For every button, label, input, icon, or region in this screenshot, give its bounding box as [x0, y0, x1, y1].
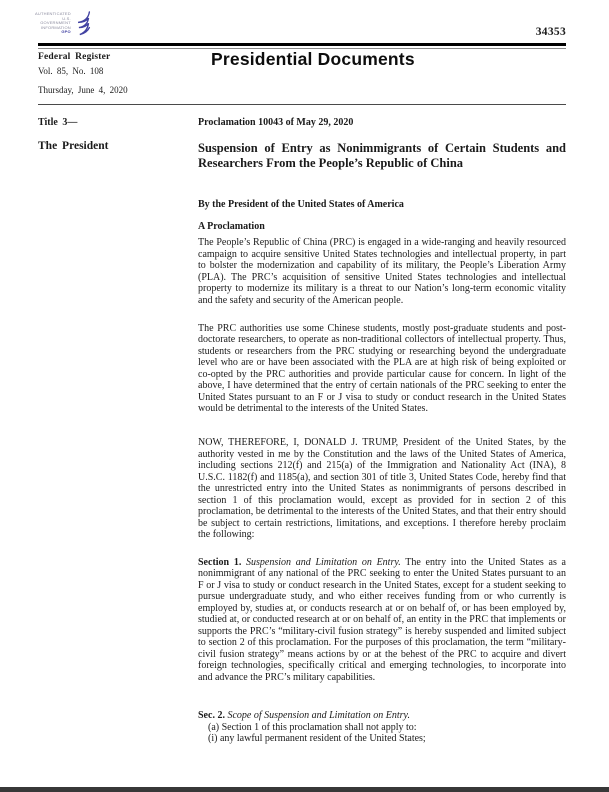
gpo-eagle-swoosh-icon	[72, 9, 91, 41]
section-1-heading: Suspension and Limitation on Entry.	[241, 556, 401, 568]
section-1-text: The entry into the United States as a nonimmigrant of any national of the PRC seeking to enter the United States pursuant to an F or J visa to study or conduct research in the United States, except for a student seeking to pursue undergraduate study, and who either receives funding from or who currently is employed by, studies at, or conducts research at or on behalf of, or has been employed by, studied at, or conducted research at or on behalf of, an entity in the PRC that implements or supports the PRC’s “military-civil fusion strategy” is hereby suspended and limited subject to section 2 of this proclamation. For the purposes of this proclamation, the term “military-civil fusion strategy” means actions by or at the behest of the PRC to acquire and divert foreign technologies, specifically critical and emerging technologies, to incorporate into and advance the PRC’s military capabilities.	[198, 556, 566, 683]
section-2-item-i: (i) any lawful permanent resident of the United States;	[208, 733, 426, 744]
section-2-heading: Scope of Suspension and Limitation on Entry.	[224, 710, 410, 721]
section-2-item-a: (a) Section 1 of this proclamation shall not apply to:	[208, 721, 417, 733]
paragraph-1: The People’s Republic of China (PRC) is engaged in a wide-ranging and heavily resourced campaign to acquire sensitive United States technologies and intellectual property, in part to bolster the modernization and capability of its military, the People’s Liberation Army (PLA). The PRC’s acquisition of sensitive United States technologies and intellectual property to modernize its military is a threat to our Nation’s long-term economic vitality and the safety and security of the American people.	[198, 237, 566, 306]
publication-name: Federal Register	[38, 52, 111, 62]
gpo-seal-line4: GPO	[61, 29, 71, 35]
paragraph-2: The PRC authorities use some Chinese students, mostly post-graduate students and post-doctorate researchers, to operate as non-traditional collectors of intellectual property. Thus, students or researchers from the PRC studying or researching beyond the undergraduate level who are or have been associated with the PLA are at high risk of being exploited or co-opted by the PRC authorities and provide particular cause for concern. In light of the above, I have determined that the entry of certain nationals of the PRC seeking to enter the United States pursuant to an F or J visa to study or conduct research in the United States would be detrimental to the interests of the United States.	[198, 322, 566, 415]
viewport-bottom-bar	[0, 787, 609, 792]
masthead-bottom-rule	[38, 104, 566, 105]
masthead-top-rule-thick	[38, 43, 566, 46]
proclamation-subheading: A Proclamation	[198, 221, 265, 232]
proclamation-title: Suspension of Entry as Nonimmigrants of Certain Students and Researchers From the People’s Republic of China	[198, 141, 566, 171]
volume-line: Vol. 85, No. 108	[38, 65, 104, 76]
section-2-label: Sec. 2.	[198, 710, 225, 721]
byline: By the President of the United States of America	[198, 199, 404, 210]
proclamation-number-line: Proclamation 10043 of May 29, 2020	[198, 117, 354, 128]
issue-date: Thursday, June 4, 2020	[38, 84, 128, 95]
section-heading-presidential-documents: Presidential Documents	[211, 49, 415, 69]
section-2-heading-line	[198, 710, 566, 722]
gpo-seal-line2: U.S. GOVERNMENT	[40, 15, 71, 26]
gpo-seal-text	[35, 12, 71, 35]
section-1-paragraph	[198, 557, 566, 684]
paragraph-3: NOW, THEREFORE, I, DONALD J. TRUMP, President of the United States, by the authority vested in me by the Constitution and the laws of the United States of America, including sections 212(f) and 215(a) of the Immigration and Nationality Act (INA), 8 U.S.C. 1182(f) and 1185(a), and section 301 of title 3, United States Code, hereby find that the unrestricted entry into the United States as nonimmigrants of persons described in section 1 of this proclamation would, except as provided for in section 2 of this proclamation, be detrimental to the interests of the United States, and that their entry should be subject to certain restrictions, limitations, and exceptions. I therefore hereby proclaim the following:	[198, 437, 566, 541]
gpo-authenticated-seal	[35, 9, 91, 43]
gpo-seal-line1: AUTHENTICATED	[35, 11, 71, 16]
issuer-label: The President	[38, 140, 109, 152]
title-3-label: Title 3—	[38, 117, 78, 128]
page-number: 34353	[535, 26, 566, 38]
gpo-seal-line3: INFORMATION	[40, 24, 71, 30]
section-1-label: Section 1.	[198, 556, 242, 568]
